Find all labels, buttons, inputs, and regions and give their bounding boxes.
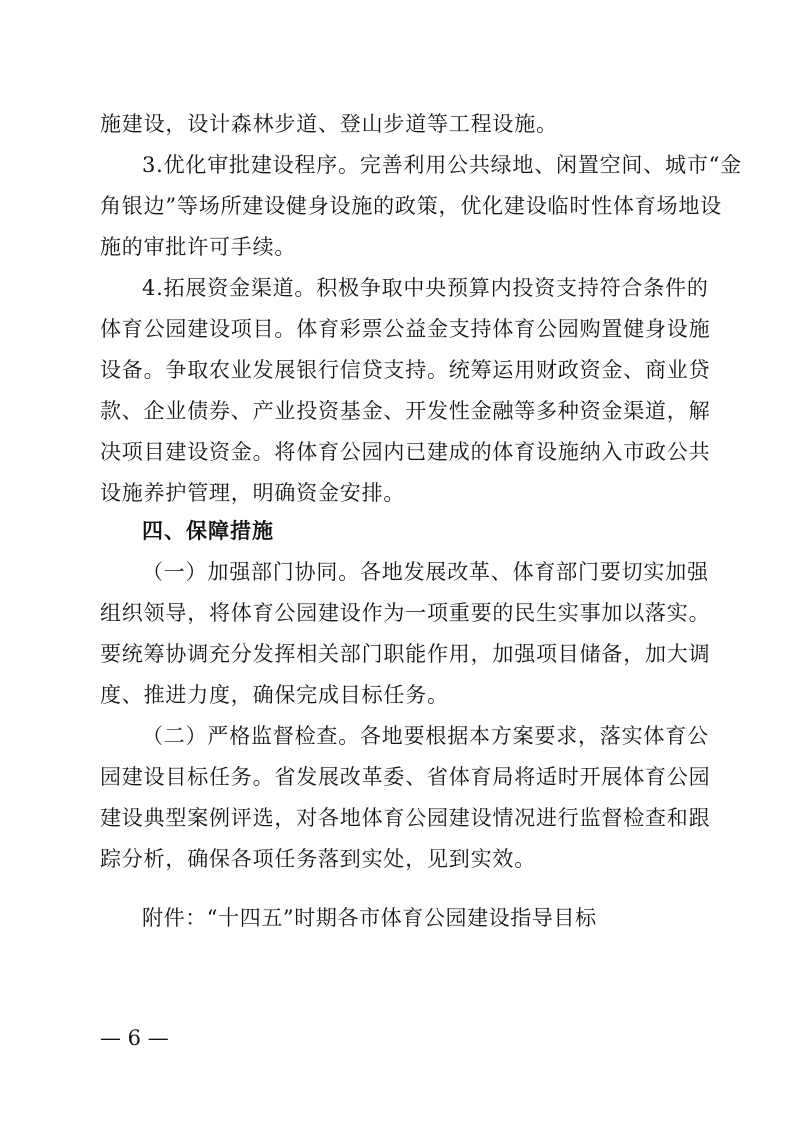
paragraph-line: 款、企业债券、产业投资基金、开发性金融等多种资金渠道，解	[100, 399, 711, 423]
paragraph-line: 施建设，设计森林步道、登山步道等工程设施。	[100, 112, 558, 136]
paragraph-line: 园建设目标任务。省发展改革委、省体育局将适时开展体育公园	[100, 765, 711, 789]
paragraph-line: 设备。争取农业发展银行信贷支持。统筹运用财政资金、商业贷	[100, 358, 711, 382]
paragraph-line: （二）严格监督检查。各地要根据本方案要求，落实体育公	[142, 724, 709, 748]
paragraph-line: 要统筹协调充分发挥相关部门职能作用，加强项目储备，加大调	[100, 642, 711, 666]
paragraph-line: 3.优化审批建设程序。完善利用公共绿地、闲置空间、城市“金	[142, 153, 742, 177]
section-heading: 四、保障措施	[142, 519, 274, 543]
paragraph-line: 踪分析，确保各项任务落到实处，见到实效。	[100, 847, 536, 871]
page-number: — 6 —	[100, 1026, 169, 1050]
paragraph-line: 4.拓展资金渠道。积极争取中央预算内投资支持符合条件的	[142, 276, 709, 300]
paragraph-line: （一）加强部门协同。各地发展改革、体育部门要切实加强	[142, 560, 709, 584]
paragraph-line: 决项目建设资金。将体育公园内已建成的体育设施纳入市政公共	[100, 440, 711, 464]
paragraph-line: 施的审批许可手续。	[100, 235, 297, 259]
paragraph-line: 组织领导，将体育公园建设作为一项重要的民生实事加以落实。	[100, 601, 711, 625]
paragraph-line: 体育公园建设项目。体育彩票公益金支持体育公园购置健身设施	[100, 317, 711, 341]
paragraph-line: 设施养护管理，明确资金安排。	[100, 481, 406, 505]
paragraph-line: 建设典型案例评选，对各地体育公园建设情况进行监督检查和跟	[100, 806, 711, 830]
paragraph-line: 度、推进力度，确保完成目标任务。	[100, 683, 449, 707]
attachment-note: 附件：“十四五”时期各市体育公园建设指导目标	[142, 906, 597, 930]
paragraph-line: 角银边”等场所建设健身设施的政策，优化建设临时性体育场地设	[100, 194, 722, 218]
